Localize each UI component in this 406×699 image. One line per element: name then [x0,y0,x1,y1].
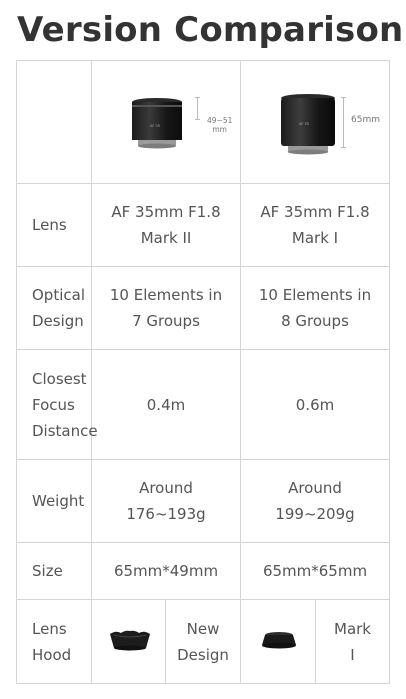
lens-mark1-image [278,88,348,158]
hood-mark1-image-cell [241,600,315,683]
row-size-mark1: 65mm*65mm [262,562,368,580]
row-size-label: Size [32,562,63,580]
row-weight-mark2: Around 176~193g [126,479,206,523]
mark1-dimension-label: 65mm [351,115,380,125]
row-hood-mark2: New Design [177,619,229,664]
row-lens-mark1: AF 35mm F1.8 Mark I [260,203,370,247]
row-optical-mark2: 10 Elements in 7 Groups [109,286,223,330]
lens-mark2-image [130,93,200,153]
row-optical-mark1: 10 Elements in 8 Groups [258,286,372,330]
row-lens-mark2: AF 35mm F1.8 Mark II [111,203,221,247]
row-size-mark2: 65mm*49mm [113,562,219,580]
row-weight-label: Weight [32,492,85,510]
row-lens-label: Lens [32,216,67,234]
mark2-header-cell [92,61,240,183]
row-distance-mark2: 0.4m [146,395,186,414]
mark2-dimension-label: 49~51 mm [207,116,233,134]
mark1-header-cell [241,61,389,183]
row-hood-label: Lens Hood [32,619,72,664]
lens-mark1-text: AF 35 [299,122,309,126]
row-weight-mark1: Around 199~209g [275,479,355,523]
row-distance-label: Closest Focus Distance [32,369,98,440]
page-title: Version Comparison [17,10,404,50]
lens-mark2-text: AF 35 [150,124,160,128]
row-hood-mark1: Mark I [334,619,371,664]
comparison-table [16,60,390,684]
row-optical-label: Optical Design [32,286,85,330]
round-hood-icon [259,630,299,652]
row-distance-mark1: 0.6m [295,395,335,414]
hood-mark2-image-cell [92,600,165,683]
petal-hood-icon [108,629,152,653]
